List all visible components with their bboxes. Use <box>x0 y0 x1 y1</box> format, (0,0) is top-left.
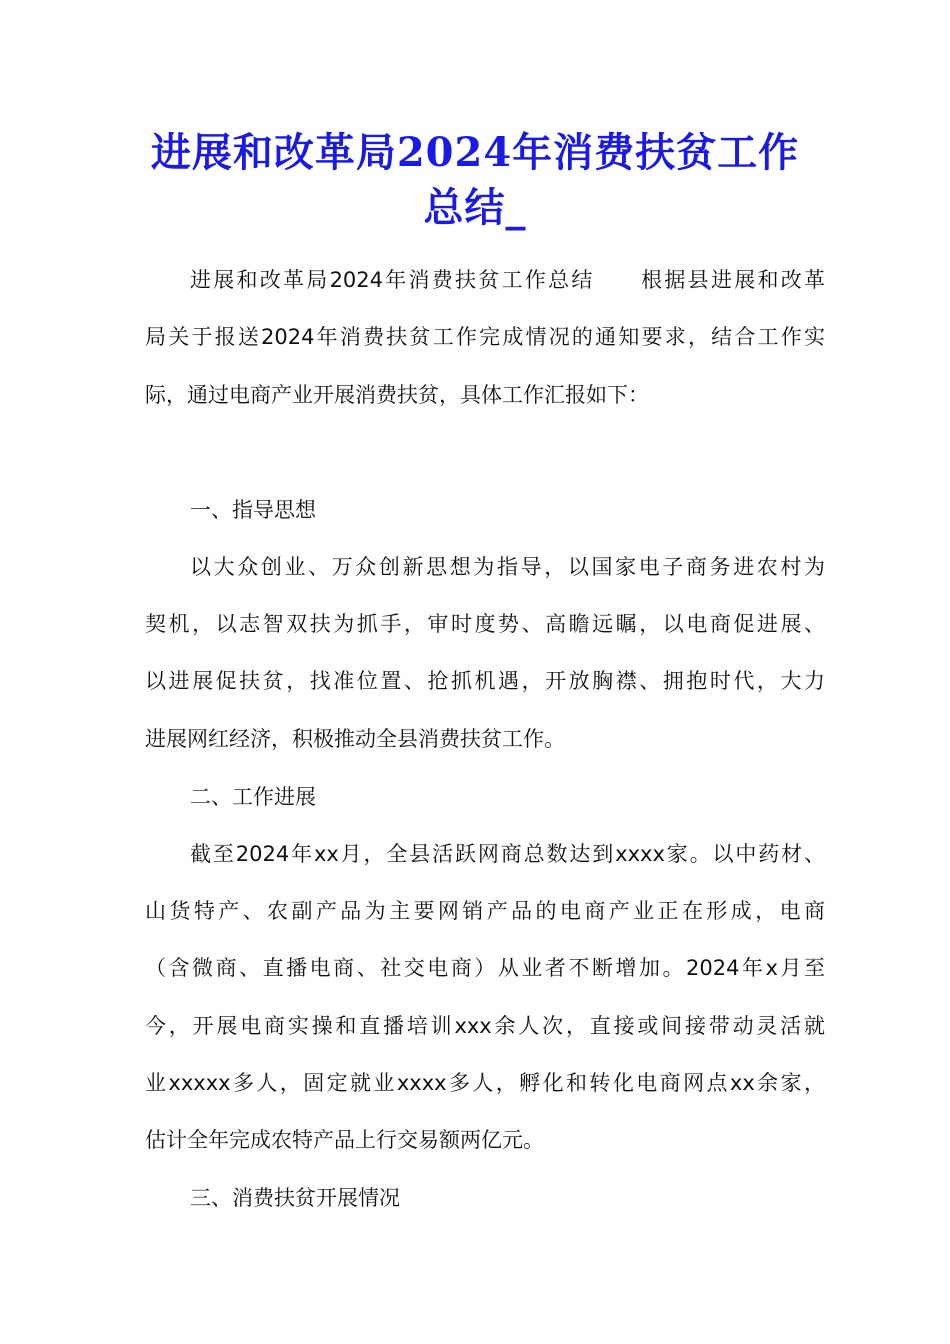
intro-line: 际，通过电商产业开展消费扶贫，具体工作汇报如下： <box>145 383 649 407</box>
section2-paragraph-line: 今，开展电商实操和直播培训xxx余人次，直接或间接带动灵活就 <box>145 1014 825 1038</box>
section2-paragraph-line: 截至2024年xx月，全县活跃网商总数达到xxxx家。以中药材、 <box>190 842 825 866</box>
document-title-line-2: 总结_ <box>423 184 527 231</box>
section-heading-work-progress: 二、工作进展 <box>190 785 316 809</box>
section-heading-consumption-poverty-alleviation: 三、消费扶贫开展情况 <box>190 1186 400 1210</box>
intro-line: 局关于报送2024年消费扶贫工作完成情况的通知要求，结合工作实 <box>145 325 825 349</box>
intro-line: 进展和改革局2024年消费扶贫工作总结 根据县进展和改革 <box>190 268 825 292</box>
section2-paragraph-line: 估计全年完成农特产品上行交易额两亿元。 <box>145 1128 544 1152</box>
section2-paragraph-line: 山货特产、农副产品为主要网销产品的电商产业正在形成，电商 <box>145 899 825 923</box>
section1-paragraph-line: 以进展促扶贫，找准位置、抢抓机遇，开放胸襟、拥抱时代，大力 <box>145 669 825 693</box>
section1-paragraph-line: 契机，以志智双扶为抓手，审时度势、高瞻远瞩，以电商促进展、 <box>145 612 825 636</box>
section2-paragraph-line: 业xxxxx多人，固定就业xxxx多人，孵化和转化电商网点xx余家， <box>145 1071 825 1095</box>
section1-paragraph-line: 以大众创业、万众创新思想为指导，以国家电子商务进农村为 <box>190 555 825 579</box>
section1-paragraph-line: 进展网红经济，积极推动全县消费扶贫工作。 <box>145 727 565 751</box>
document-title-line-1: 进展和改革局2024年消费扶贫工作 <box>150 129 800 176</box>
section-heading-guiding-thought: 一、指导思想 <box>190 498 316 522</box>
section2-paragraph-line: （含微商、直播电商、社交电商）从业者不断增加。2024年x月至 <box>145 956 825 980</box>
